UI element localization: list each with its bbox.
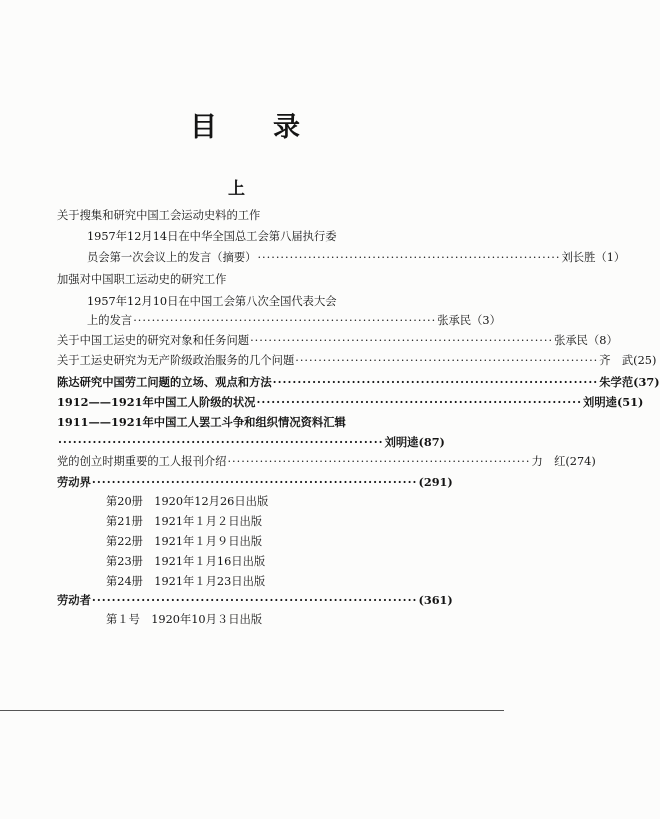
toc-page-number: (25) — [633, 354, 657, 367]
issue-item: 第24册 1921年１月23日出版 — [106, 575, 266, 588]
issue-item: 第21册 1921年１月２日出版 — [106, 515, 263, 528]
toc-author: 刘明逵 — [384, 435, 419, 449]
toc-entry — [57, 394, 644, 410]
toc-author: 刘明逵 — [583, 395, 617, 409]
toc-entry-title: 陈达研究中国劳工问题的立场、观点和方法 — [57, 375, 272, 389]
toc-entry — [57, 454, 596, 470]
leader-dots: ·································································· — [91, 593, 418, 607]
toc-author: 张承民 — [437, 314, 472, 327]
issue-item: 第23册 1921年１月16日出版 — [106, 555, 266, 568]
toc-entry — [57, 374, 660, 390]
toc-entry: 1911——1921年中国工人罢工斗争和组织情况资料汇辑 — [57, 415, 346, 429]
toc-page-number: (37) — [633, 375, 660, 389]
toc-entry — [57, 474, 453, 490]
issue-item: 第22册 1921年１月９日出版 — [106, 535, 263, 548]
leader-dots: ·································································· — [257, 251, 561, 264]
leader-dots: ·································································· — [256, 395, 583, 409]
issue-item: 第１号 1920年10月３日出版 — [106, 613, 263, 626]
toc-entry-title: 关于工运史研究为无产阶级政治服务的几个问题 — [57, 354, 295, 367]
toc-page-number: （3） — [471, 314, 501, 327]
section-heading: 上 — [228, 179, 245, 199]
toc-entry-title: 关于中国工运史的研究对象和任务问题 — [57, 334, 250, 347]
toc-entry-subtitle: 员会第一次会议上的发言（摘要） — [87, 251, 257, 264]
toc-entry: 关于搜集和研究中国工会运动史料的工作 — [57, 209, 261, 222]
toc-entry-title: 劳动界 — [57, 475, 91, 489]
leader-dots: ·································································· — [295, 354, 599, 367]
toc-entry-title: 1912——1921年中国工人阶级的状况 — [57, 395, 256, 409]
toc-author: 力 红 — [531, 455, 566, 468]
toc-page-number: （8） — [587, 334, 618, 347]
toc-entry: 加强对中国职工运动史的研究工作 — [57, 273, 227, 286]
leader-dots: ·································································· — [272, 375, 599, 389]
page-title — [190, 106, 300, 142]
title-char-2: 录 — [273, 111, 300, 143]
page-bottom-rule — [0, 710, 504, 711]
toc-author: 齐 武 — [599, 354, 634, 367]
toc-entry-title: 劳动者 — [57, 593, 91, 607]
toc-page-number: (87) — [418, 435, 445, 449]
toc-author: 刘长胜 — [561, 251, 596, 264]
toc-author: 朱学范 — [599, 375, 634, 389]
toc-entry — [57, 353, 657, 369]
toc-entry-subtitle: 1957年12月14日在中华全国总工会第八届执行委 — [87, 230, 337, 243]
toc-entry-line — [87, 250, 626, 266]
toc-page-number: (291) — [418, 475, 453, 489]
toc-page-number: (51) — [616, 395, 644, 409]
leader-dots: ·································································· — [58, 435, 384, 449]
toc-entry-line — [87, 313, 501, 329]
title-char-1: 目 — [190, 111, 217, 143]
toc-entry — [57, 333, 618, 349]
toc-page-number: (361) — [418, 593, 453, 607]
toc-entry-title: 党的创立时期重要的工人报刊介绍 — [57, 455, 227, 468]
leader-dots: ·································································· — [133, 314, 437, 327]
leader-dots: ·································································· — [250, 334, 554, 347]
toc-entry-line — [57, 434, 445, 450]
leader-dots: ·································································· — [227, 455, 531, 468]
issue-item: 第20册 1920年12月26日出版 — [106, 495, 269, 508]
toc-page-number: (274) — [565, 455, 596, 468]
toc-entry — [57, 592, 453, 608]
toc-page-number: （1） — [595, 251, 626, 264]
leader-dots: ·································································· — [91, 475, 418, 489]
toc-author: 张承民 — [554, 334, 588, 347]
toc-entry-subtitle: 1957年12月10日在中国工会第八次全国代表大会 — [87, 295, 337, 308]
toc-entry-subtitle: 上的发言 — [87, 314, 133, 327]
